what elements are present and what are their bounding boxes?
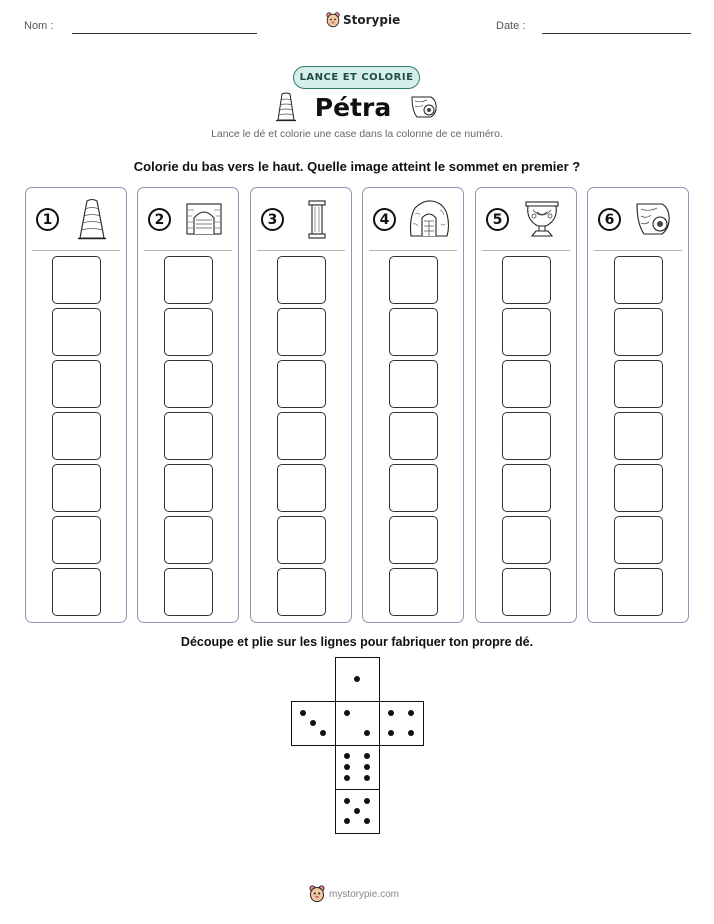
die-pip <box>364 764 370 770</box>
die-pip <box>354 808 360 814</box>
column-number: 4 <box>373 208 396 231</box>
column-header <box>588 196 688 246</box>
color-cell[interactable] <box>277 516 326 564</box>
color-cell[interactable] <box>164 568 213 616</box>
cut-instruction: Découpe et plie sur les lignes pour fabriquer ton propre dé. <box>180 635 534 649</box>
color-cell[interactable] <box>52 412 101 460</box>
die-pip <box>300 710 306 716</box>
color-cell[interactable] <box>502 256 551 304</box>
color-cell[interactable] <box>164 464 213 512</box>
color-cell[interactable] <box>614 308 663 356</box>
storypie-mascot-icon <box>326 12 340 28</box>
name-label: Nom : <box>24 20 54 32</box>
ornate-urn-icon <box>520 198 564 242</box>
column-number: 5 <box>486 208 509 231</box>
color-cell[interactable] <box>164 308 213 356</box>
column-separator <box>369 250 457 251</box>
die-pip <box>364 753 370 759</box>
column-separator <box>144 250 232 251</box>
color-cell[interactable] <box>277 256 326 304</box>
color-cell[interactable] <box>502 464 551 512</box>
column-number: 6 <box>598 208 621 231</box>
column-separator <box>482 250 570 251</box>
color-cell[interactable] <box>389 568 438 616</box>
color-cell[interactable] <box>614 464 663 512</box>
arched-gate-icon <box>182 198 226 242</box>
die-pip <box>344 798 350 804</box>
die-pip <box>364 798 370 804</box>
column-pillar-icon <box>295 198 339 242</box>
color-cell[interactable] <box>164 256 213 304</box>
carved-capital-icon <box>409 93 439 121</box>
die-face-4 <box>379 701 424 746</box>
color-cell[interactable] <box>389 412 438 460</box>
obelisk-icon <box>275 92 297 122</box>
die-pip <box>344 775 350 781</box>
color-cell[interactable] <box>389 308 438 356</box>
column-separator <box>32 250 120 251</box>
color-cell[interactable] <box>52 308 101 356</box>
die-pip <box>344 764 350 770</box>
die-pip <box>388 710 394 716</box>
color-cell[interactable] <box>164 412 213 460</box>
die-pip <box>408 730 414 736</box>
question-text: Colorie du bas vers le haut. Quelle image atteint le sommet en premier ? <box>133 159 581 174</box>
die-pip <box>344 753 350 759</box>
obelisk-icon <box>70 198 114 242</box>
column-3 <box>250 187 352 623</box>
die-face-3 <box>291 701 336 746</box>
carved-capital-icon <box>632 198 676 242</box>
color-cell[interactable] <box>389 464 438 512</box>
title-row <box>0 92 714 122</box>
color-cell[interactable] <box>277 464 326 512</box>
date-field-line[interactable] <box>542 33 691 34</box>
color-cell[interactable] <box>164 516 213 564</box>
die-face-6 <box>335 745 380 790</box>
color-cell[interactable] <box>614 360 663 408</box>
column-2 <box>137 187 239 623</box>
die-face-2 <box>335 701 380 746</box>
column-header <box>26 196 126 246</box>
color-cell[interactable] <box>502 308 551 356</box>
color-cell[interactable] <box>52 568 101 616</box>
column-header <box>476 196 576 246</box>
column-number: 3 <box>261 208 284 231</box>
color-cell[interactable] <box>614 256 663 304</box>
column-header <box>138 196 238 246</box>
brand-logo <box>326 12 400 28</box>
color-cell[interactable] <box>52 516 101 564</box>
brand-name: Storypie <box>343 13 401 27</box>
color-cell[interactable] <box>389 360 438 408</box>
color-cell[interactable] <box>277 360 326 408</box>
color-cell[interactable] <box>614 412 663 460</box>
footer-url[interactable]: mystorypie.com <box>329 888 400 900</box>
column-6 <box>587 187 689 623</box>
color-cell[interactable] <box>614 516 663 564</box>
color-cell[interactable] <box>502 412 551 460</box>
column-number: 1 <box>36 208 59 231</box>
die-pip <box>344 710 350 716</box>
color-cell[interactable] <box>277 308 326 356</box>
die-pip <box>364 730 370 736</box>
color-cell[interactable] <box>502 360 551 408</box>
die-pip <box>408 710 414 716</box>
die-pip <box>310 720 316 726</box>
die-pip <box>364 775 370 781</box>
footer <box>309 885 399 903</box>
color-cell[interactable] <box>502 516 551 564</box>
column-4 <box>362 187 464 623</box>
column-separator <box>257 250 345 251</box>
activity-badge: LANCE ET COLORIE <box>293 66 420 89</box>
rock-tomb-door-icon <box>407 198 451 242</box>
instruction-text: Lance le dé et colorie une case dans la colonne de ce numéro. <box>211 128 503 140</box>
color-cell[interactable] <box>52 360 101 408</box>
die-face-1 <box>335 657 380 702</box>
page-title: Pétra <box>314 92 392 122</box>
color-cell[interactable] <box>52 464 101 512</box>
column-header <box>251 196 351 246</box>
die-pip <box>320 730 326 736</box>
color-cell[interactable] <box>502 568 551 616</box>
column-separator <box>594 250 682 251</box>
color-cell[interactable] <box>389 256 438 304</box>
column-1 <box>25 187 127 623</box>
date-label: Date : <box>496 20 526 32</box>
die-face-5 <box>335 789 380 834</box>
column-header <box>363 196 463 246</box>
die-pip <box>344 818 350 824</box>
name-field-line[interactable] <box>72 33 257 34</box>
color-cell[interactable] <box>277 568 326 616</box>
die-pip <box>388 730 394 736</box>
color-cell[interactable] <box>277 412 326 460</box>
color-cell[interactable] <box>389 516 438 564</box>
column-5 <box>475 187 577 623</box>
column-number: 2 <box>148 208 171 231</box>
storypie-mascot-icon <box>309 885 325 903</box>
die-pip <box>364 818 370 824</box>
color-cell[interactable] <box>614 568 663 616</box>
die-pip <box>354 676 360 682</box>
color-cell[interactable] <box>164 360 213 408</box>
color-cell[interactable] <box>52 256 101 304</box>
